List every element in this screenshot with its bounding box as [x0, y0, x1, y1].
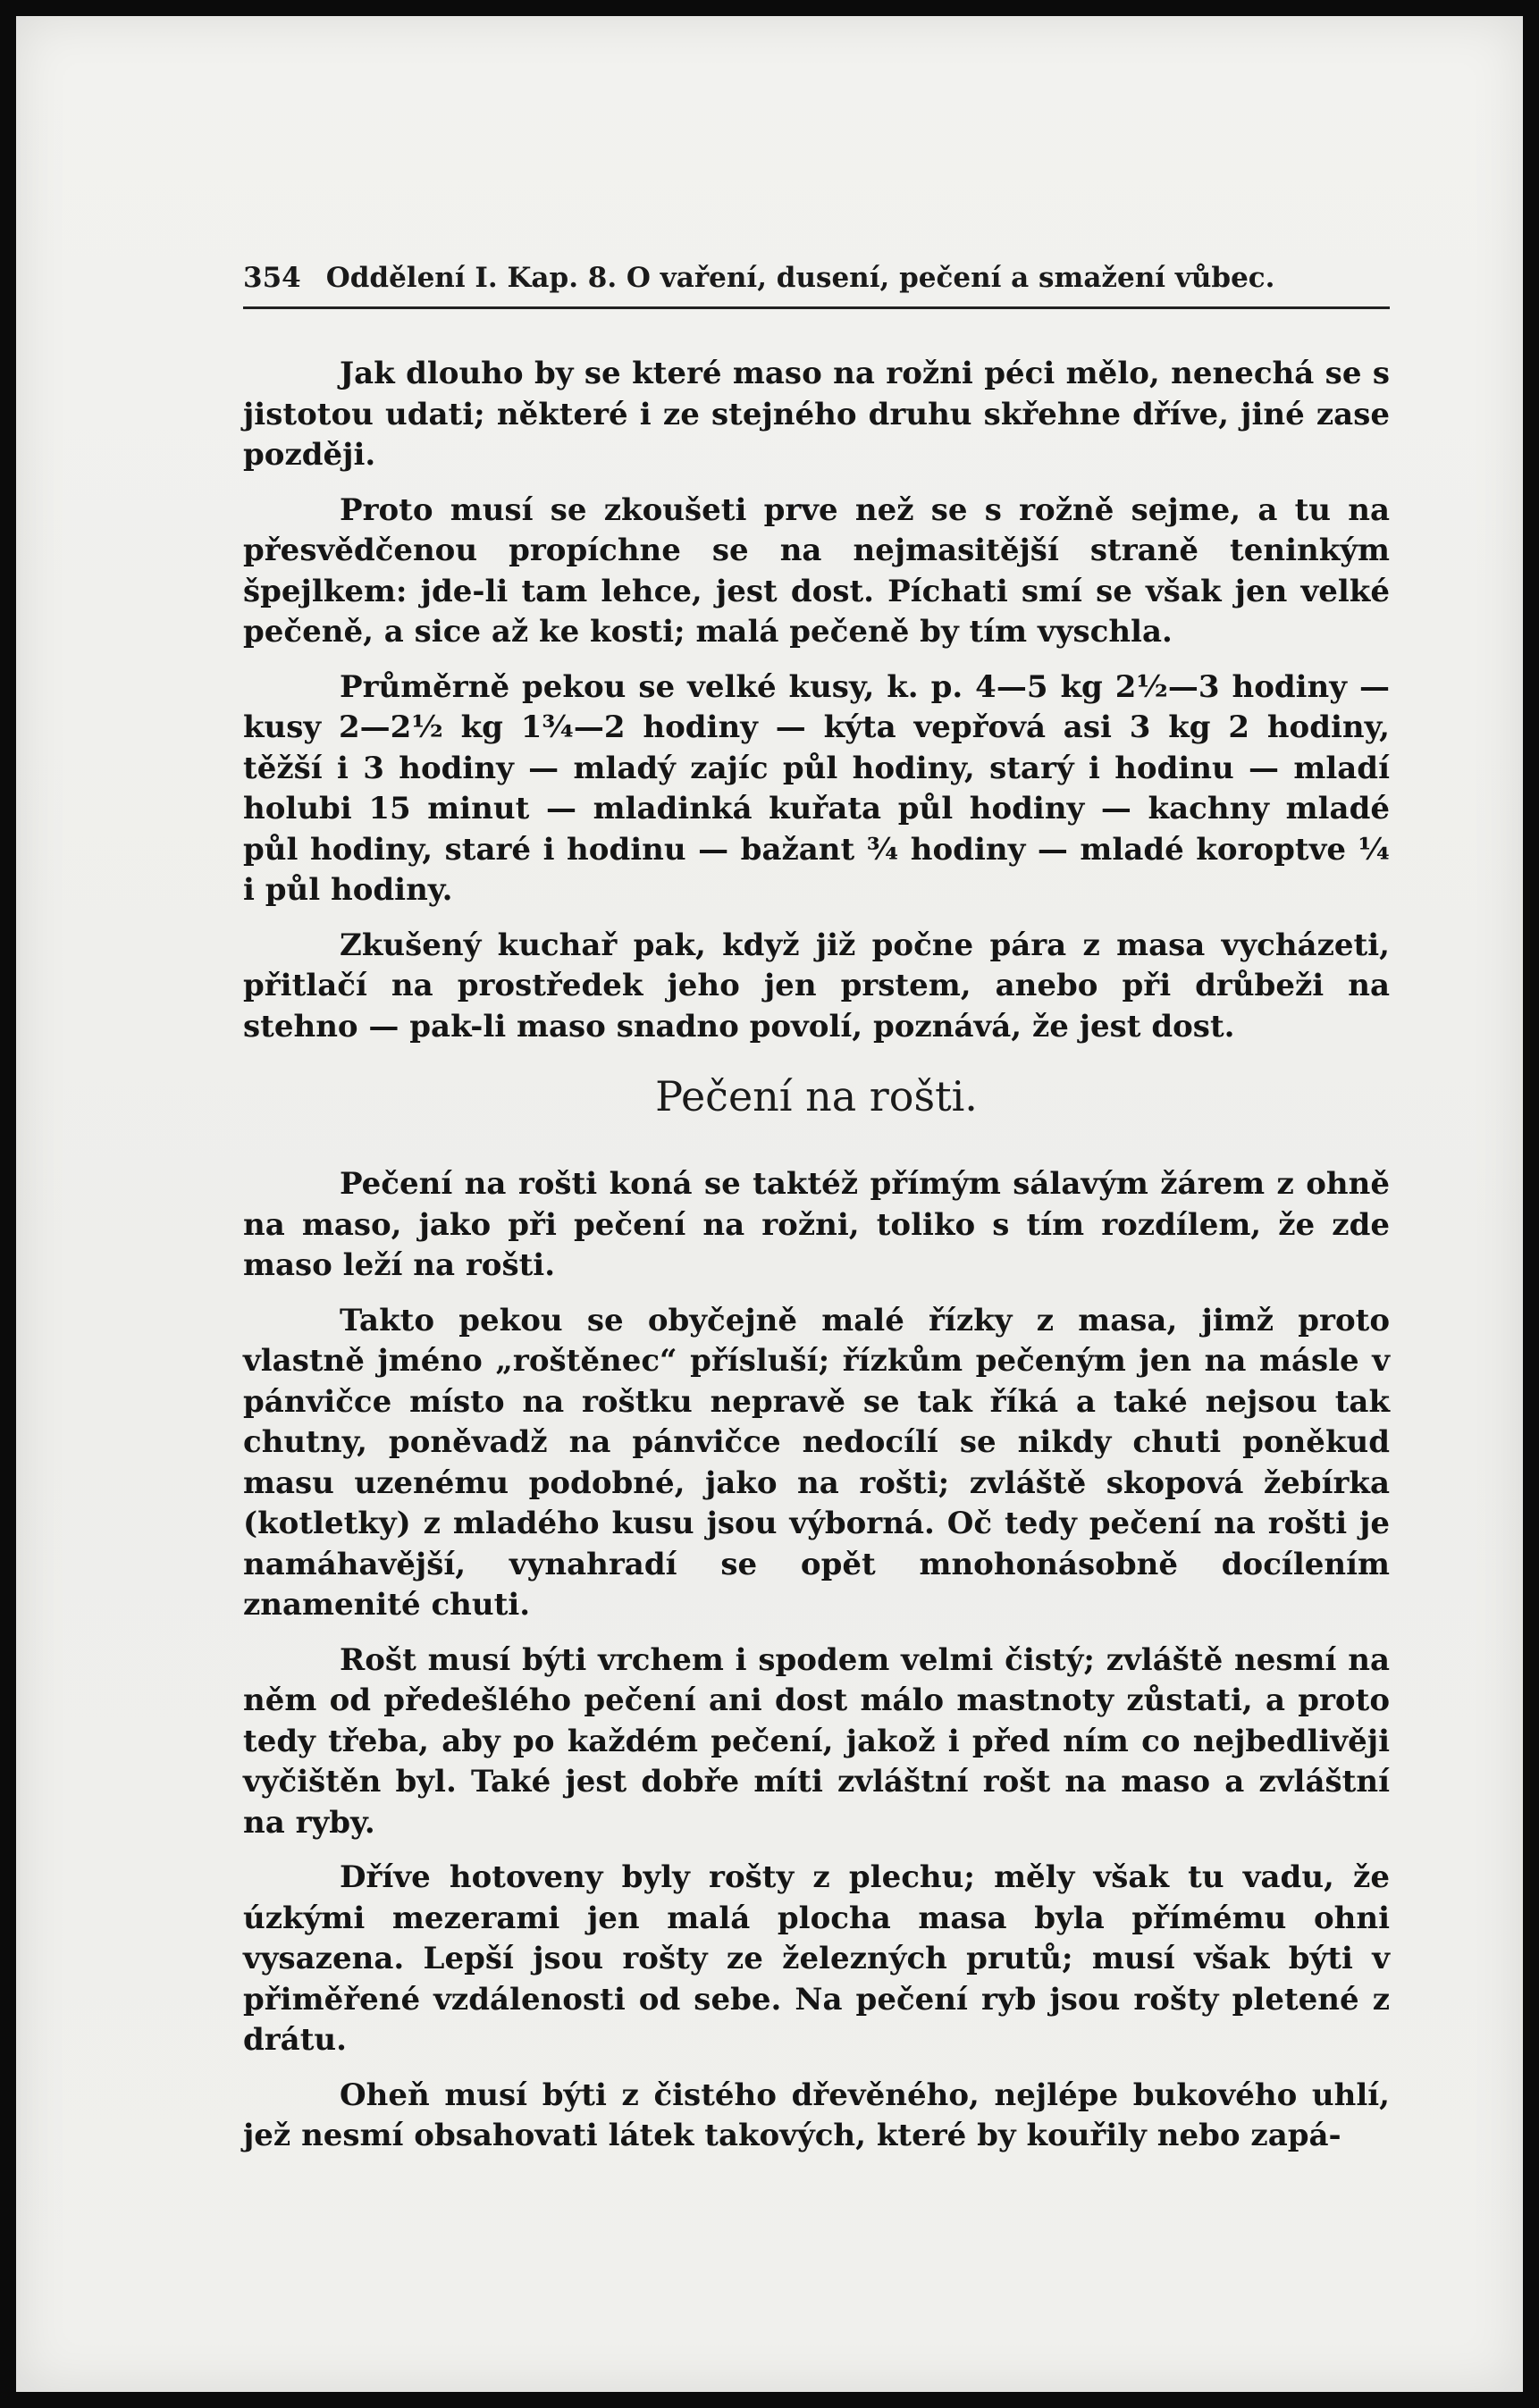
section-title: Pečení na rošti. [655, 1072, 978, 1120]
running-header [243, 262, 1390, 294]
text-block-top [243, 354, 1390, 1061]
header-rule [243, 306, 1390, 309]
paragraph: Dříve hotoveny byly rošty z plechu; měly však tu vadu, že úzkými mezerami jen malá plocha masa byla přímému ohni vysazena. Lepší jsou rošty ze železných prutů; musí však býti v přiměřené vzdálenosti od sebe. Na pečení ryb jsou rošty pletené z drátu. [243, 1859, 1390, 2058]
paragraph: Zkušený kuchař pak, když již počne pára z masa vycházeti, přitlačí na prostředek jeho jen prstem, anebo při drůbeži na stehno — pak-li maso snadno povolí, poznává, že jest dost. [243, 927, 1390, 1045]
page-number: 354 [243, 262, 301, 294]
book-page [16, 16, 1523, 2392]
paragraph: Takto pekou se obyčejně malé řízky z masa, jimž proto vlastně jméno „roštěnec“ přísluší; řízkům pečeným jen na másle v pánvičce místo na roštku nepravě se tak říká a také nejsou tak chutny, poněvadž na pánvičce nedocílí se nikdy chuti poněkud masu uzenému podobné, jako na rošti; zvláště skopová žebírka (kotletky) z mladého kusu jsou výborná. Oč tedy pečení na rošti je namáhavější, vynahradí se opět mnohonásobně docílením znamenité chuti. [243, 1302, 1390, 1623]
running-title: Oddělení I. Kap. 8. O vaření, dusení, pečení a smažení vůbec. [325, 262, 1275, 294]
paragraph: Proto musí se zkoušeti prve než se s rožně sejme, a tu na přesvědčenou propíchne se na nejmasitější straně teninkým špejlkem: jde-li tam lehce, jest dost. Píchati smí se však jen velké pečeně, a sice až ke kosti; malá pečeně by tím vyschla. [243, 491, 1390, 650]
paragraph: Průměrně pekou se velké kusy, k. p. 4—5 kg 2½—3 hodiny — kusy 2—2½ kg 1¾—2 hodiny — kýta vepřová asi 3 kg 2 hodiny, těžší i 3 hodiny — mladý zajíc půl hodiny, starý i hodinu — mladí holubi 15 minut — mladinká kuřata půl hodiny — kachny mladé půl hodiny, staré i hodinu — bažant ¾ hodiny — mladé koroptve ¼ i půl hodiny. [243, 668, 1390, 908]
paragraph: Oheň musí býti z čistého dřevěného, nejlépe bukového uhlí, jež nesmí obsahovati látek takových, které by kouřily nebo zapá- [243, 2077, 1390, 2153]
paragraph: Jak dlouho by se které maso na rožni péci mělo, nenechá se s jistotou udati; některé i ze stejného druhu skřehne dříve, jiné zase později. [243, 356, 1390, 473]
text-block-bottom [243, 1164, 1390, 2171]
paragraph: Rošt musí býti vrchem i spodem velmi čistý; zvláště nesmí na něm od předešlého pečení ani dost málo mastnoty zůstati, a proto tedy třeba, aby po každém pečení, jakož i před ním co nejbedlivěji vyčištěn byl. Také jest dobře míti zvláštní rošt na maso a zvláštní na ryby. [243, 1641, 1390, 1841]
paragraph: Pečení na rošti koná se taktéž přímým sálavým žárem z ohně na maso, jako při pečení na rožni, toliko s tím rozdílem, že zde maso leží na rošti. [243, 1166, 1390, 1283]
